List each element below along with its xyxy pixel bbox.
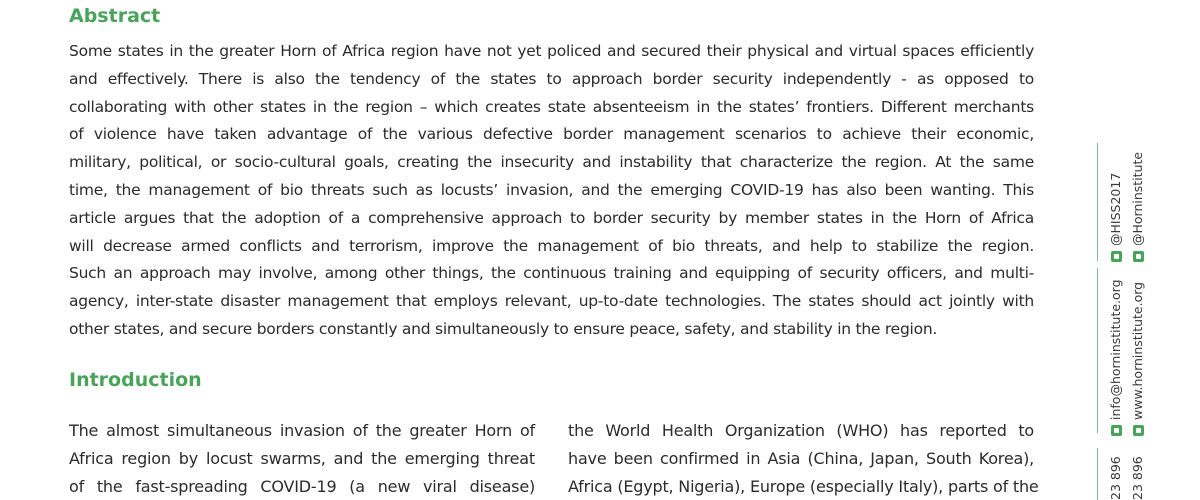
introduction-left-column <box>69 417 535 500</box>
abstract-line: Such an approach may involve, among other things, the continuous training and equipping of security officers, and multi- <box>69 264 1034 283</box>
sidebar-phone-block <box>1101 450 1200 500</box>
intro-line: Africa region by locust swarms, and the emerging threat <box>69 448 535 468</box>
social-handle-line <box>1107 173 1125 262</box>
abstract-line: and effectively. There is also the tendency of the states to approach border security independently - as opposed to <box>69 69 1034 88</box>
abstract-line: military, political, or socio-cultural goals, creating the insecurity and instability that characterize the region. At the same <box>69 153 1034 172</box>
abstract-line: agency, inter-state disaster management that employs relevant, up-to-date technologies. The states should act jointly with <box>69 292 1034 311</box>
introduction-heading: Introduction <box>69 369 202 391</box>
introduction-right-column <box>568 417 1039 500</box>
abstract-line: will decrease armed conflicts and terrorism, improve the management of bio threats, and help to stabilize the region. <box>69 236 1034 255</box>
abstract-line: Some states in the greater Horn of Africa region have not yet policed and secured their physical and virtual spaces efficiently <box>69 42 1034 60</box>
email-link[interactable]: info@horninstitute.org <box>1108 279 1123 420</box>
email-icon <box>1111 425 1122 436</box>
abstract-line: collaborating with other states in the region – which creates state absenteeism in the states’ frontiers. Different merchants <box>69 97 1034 116</box>
abstract-line: of violence have taken advantage of the various defective border management scenarios to achieve their economic, <box>69 125 1034 144</box>
phone-number: 23 896 <box>1130 456 1145 500</box>
abstract-line: time, the management of bio threats such as locusts’ invasion, and the emerging COVID-19 has also been wanting. This <box>69 180 1034 199</box>
social-icon <box>1111 251 1122 262</box>
twitter-handle[interactable]: @HISS2017 <box>1108 172 1123 246</box>
intro-line: the World Health Organization (WHO) has reported to <box>568 421 1034 440</box>
abstract-heading: Abstract <box>69 5 161 27</box>
facebook-handle[interactable]: @Horninstitute <box>1130 151 1145 246</box>
phone-number: 23 896 <box>1108 456 1123 500</box>
sidebar-divider <box>1097 143 1098 261</box>
sidebar-contact-block <box>1101 268 1200 436</box>
sidebar-social-block <box>1101 137 1200 262</box>
sidebar-divider <box>1097 268 1098 433</box>
abstract-paragraph <box>69 38 1034 344</box>
sidebar-divider <box>1097 448 1098 500</box>
website-link[interactable]: www.horninstitute.org <box>1130 281 1145 420</box>
intro-line: of the fast-spreading COVID-19 (a new viral disease) <box>69 476 535 496</box>
abstract-line: other states, and secure borders constantly and simultaneously to ensure peace, safety, and stability in the region. <box>69 319 938 338</box>
social-handle-line <box>1129 152 1147 262</box>
contact-line <box>1107 279 1125 436</box>
intro-line: The almost simultaneous invasion of the greater Horn of <box>69 421 535 440</box>
contact-line <box>1129 282 1147 436</box>
social-icon <box>1133 251 1144 262</box>
intro-line: have been confirmed in Asia (China, Japan, South Korea), <box>568 448 1034 468</box>
web-icon <box>1133 425 1144 436</box>
abstract-line: article argues that the adoption of a comprehensive approach to border security by member states in the Horn of Africa <box>69 208 1034 227</box>
intro-line: Africa (Egypt, Nigeria), Europe (especially Italy), parts of the <box>568 476 1039 496</box>
